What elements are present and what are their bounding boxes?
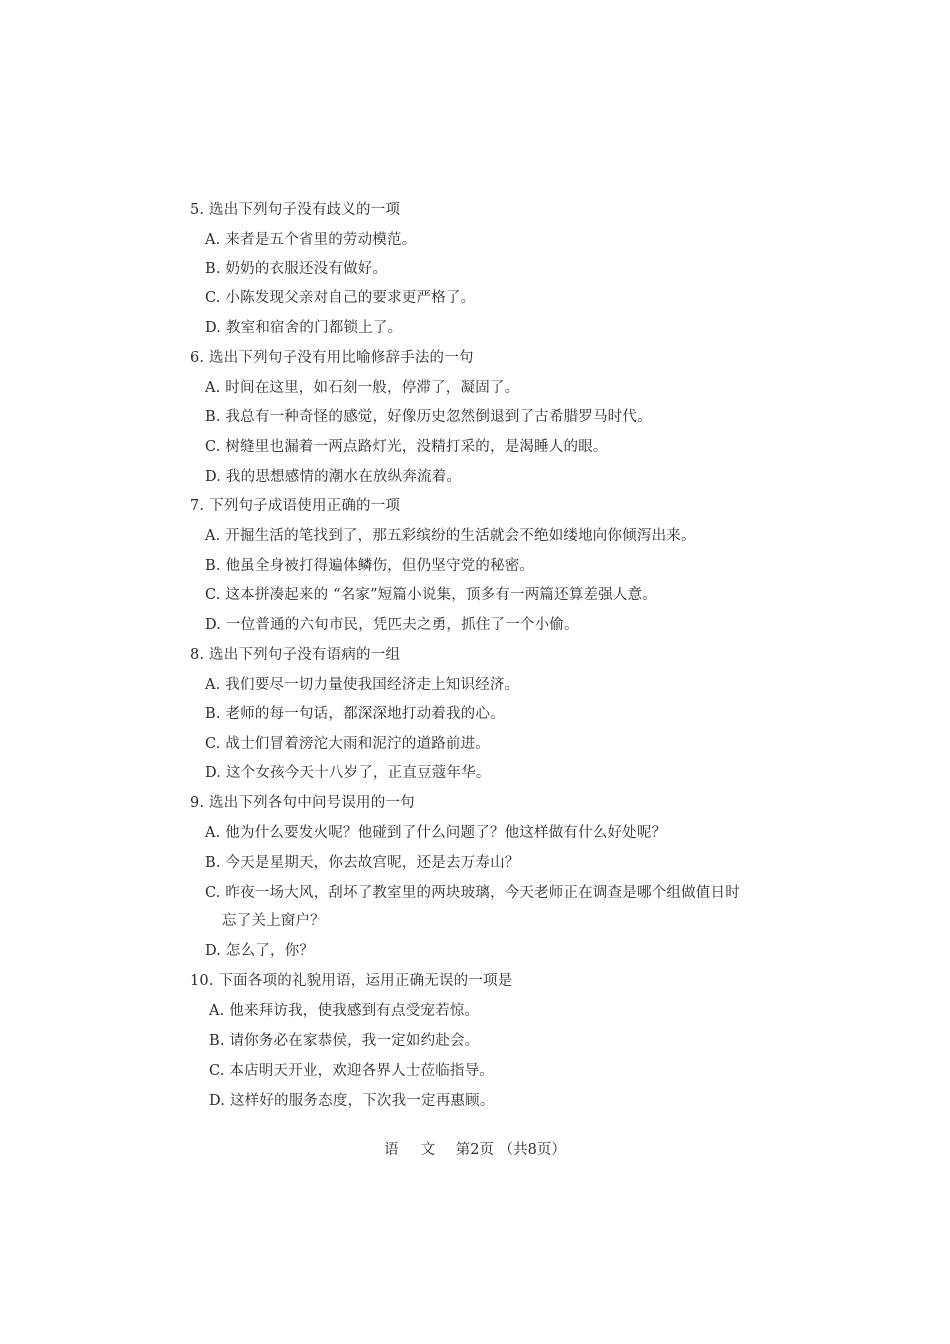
question-6-stem: 6. 选出下列句子没有用比喻修辞手法的一句 [190, 350, 474, 366]
question-9-option-a: A. 他为什么要发火呢？他碰到了什么问题了？他这样做有什么好处呢？ [205, 825, 667, 841]
page-footer [0, 1140, 950, 1160]
question-5-option-d: D. 教室和宿舍的门都锁上了。 [205, 320, 403, 336]
question-9-option-c-continued: 忘了关上窗户？ [222, 913, 325, 929]
question-5-stem: 5. 选出下列句子没有歧义的一项 [190, 202, 401, 218]
question-10-option-d: D. 这样好的服务态度，下次我一定再惠顾。 [209, 1093, 495, 1109]
question-5-option-a: A. 来者是五个省里的劳动模范。 [205, 232, 417, 248]
footer-page-info: 第2页 （共8页） [455, 1142, 566, 1158]
question-5-option-c: C. 小陈发现父亲对自己的要求更严格了。 [205, 290, 476, 306]
question-9-option-b: B. 今天是星期天，你去故宫呢，还是去万寿山？ [205, 855, 520, 871]
question-6-option-c: C. 树缝里也漏着一两点路灯光，没精打采的，是渴睡人的眼。 [205, 439, 608, 455]
question-10-option-b: B. 请你务必在家恭侯，我一定如约赴会。 [209, 1033, 480, 1049]
question-7-option-a: A. 开掘生活的笔找到了，那五彩缤纷的生活就会不绝如缕地向你倾泻出来。 [205, 528, 696, 544]
question-8-option-b: B. 老师的每一句话，都深深地打动着我的心。 [205, 706, 505, 722]
question-7-option-d: D. 一位普通的六旬市民，凭匹夫之勇，抓住了一个小偷。 [205, 617, 579, 633]
question-7-option-c: C. 这本拼凑起来的 “名家”短篇小说集，顶多有一两篇还算差强人意。 [205, 587, 658, 603]
question-8-option-a: A. 我们要尽一切力量使我国经济走上知识经济。 [205, 677, 520, 693]
question-8-stem: 8. 选出下列句子没有语病的一组 [190, 647, 401, 663]
question-10-option-a: A. 他来拜访我，使我感到有点受宠若惊。 [209, 1003, 480, 1019]
question-9-stem: 9. 选出下列各句中问号误用的一句 [190, 795, 415, 811]
question-7-option-b: B. 他虽全身被打得遍体鳞伤，但仍坚守党的秘密。 [205, 558, 535, 574]
question-5-option-b: B. 奶奶的衣服还没有做好。 [205, 261, 388, 277]
question-7-stem: 7. 下列句子成语使用正确的一项 [190, 498, 401, 514]
question-9-option-c: C. 昨夜一场大风，刮坏了教室里的两块玻璃，今天老师正在调查是哪个组做值日时 [205, 885, 740, 901]
question-8-option-c: C. 战士们冒着滂沱大雨和泥泞的道路前进。 [205, 736, 490, 752]
question-10-stem: 10. 下面各项的礼貌用语，运用正确无误的一项是 [190, 973, 513, 989]
footer-subject: 语文 [384, 1142, 458, 1158]
question-6-option-d: D. 我的思想感情的潮水在放纵奔流着。 [205, 469, 462, 485]
question-10-option-c: C. 本店明天开业，欢迎各界人士莅临指导。 [209, 1063, 494, 1079]
question-8-option-d: D. 这个女孩今天十八岁了，正直豆蔻年华。 [205, 765, 491, 781]
question-6-option-b: B. 我总有一种奇怪的感觉，好像历史忽然倒退到了古希腊罗马时代。 [205, 409, 652, 425]
question-6-option-a: A. 时间在这里，如石刻一般，停滞了，凝固了。 [205, 380, 520, 396]
question-9-option-d: D. 怎么了，你？ [205, 943, 315, 959]
